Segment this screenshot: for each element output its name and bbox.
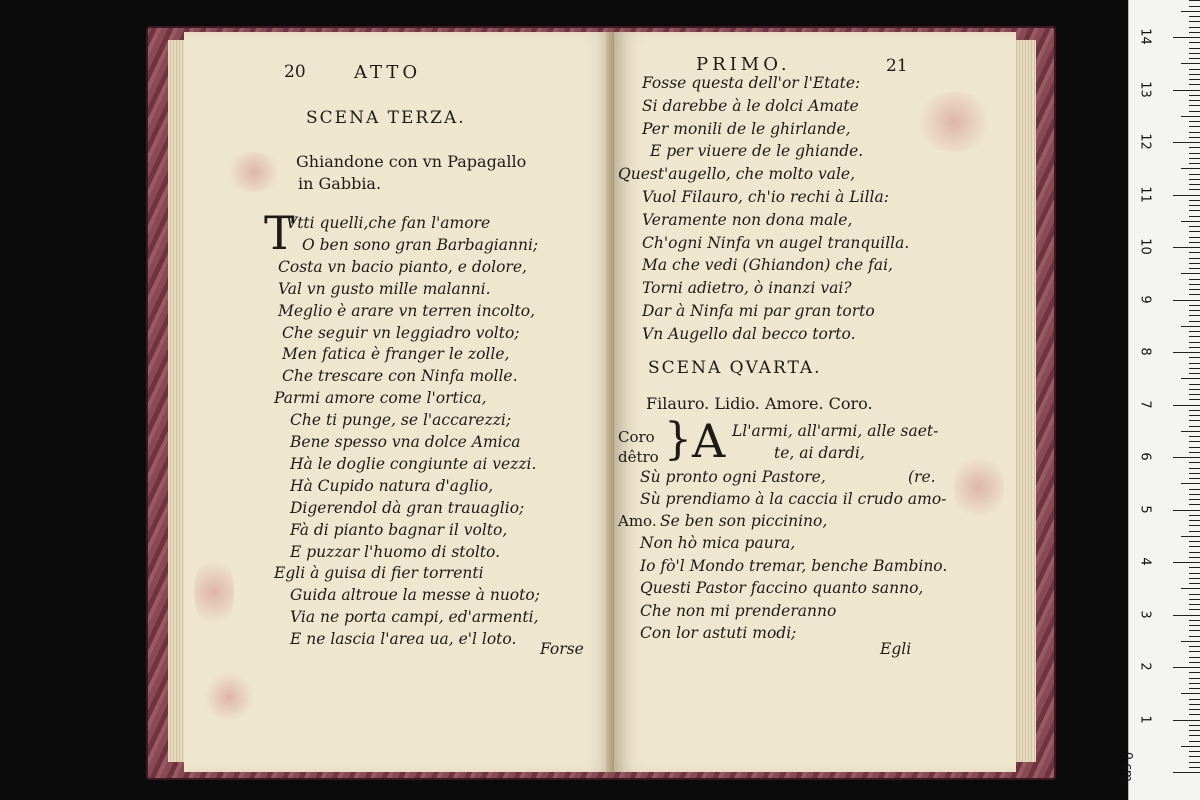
- verse-line: Meglio è arare vn terren incolto,: [278, 301, 536, 320]
- ruler-tick: [1189, 100, 1200, 101]
- scene-title: SCENA TERZA.: [306, 108, 466, 128]
- verse-line: Hà Cupido natura d'aglio,: [290, 476, 494, 495]
- scale-ruler: [1121, 0, 1200, 800]
- ruler-tick: [1181, 746, 1200, 747]
- ruler-tick: [1173, 510, 1200, 511]
- ruler-tick: [1189, 32, 1200, 33]
- verse-line: Con lor astuti modi;: [640, 624, 797, 642]
- ruler-tick: [1189, 651, 1200, 652]
- ruler-tick: [1189, 310, 1200, 311]
- ruler-number: 12: [1137, 133, 1153, 150]
- catchword: Egli: [880, 640, 912, 658]
- ruler-tick: [1189, 237, 1200, 238]
- ruler-tick: [1189, 399, 1200, 400]
- ruler-tick: [1189, 525, 1200, 526]
- verse-line: Sù pronto ogni Pastore,: [640, 468, 826, 486]
- verse-line: Val vn gusto mille malanni.: [278, 279, 491, 298]
- ruler-tick: [1189, 284, 1200, 285]
- verse-line: Si darebbe à le dolci Amate: [642, 96, 859, 115]
- verse-line: Vtti quelli,che fan l'amore: [286, 214, 491, 232]
- ruler-tick: [1189, 384, 1200, 385]
- ruler-tick: [1189, 53, 1200, 54]
- ruler-tick: [1189, 42, 1200, 43]
- verse-line: Digerendol dà gran trauaglio;: [290, 498, 525, 517]
- ruler-tick: [1189, 714, 1200, 715]
- ruler-tick: [1189, 331, 1200, 332]
- ruler-tick: [1189, 158, 1200, 159]
- ruler-tick: [1189, 594, 1200, 595]
- ruler-tick: [1189, 242, 1200, 243]
- ruler-tick: [1189, 462, 1200, 463]
- ruler-tick: [1189, 541, 1200, 542]
- ruler-tick: [1189, 179, 1200, 180]
- ruler-tick: [1189, 756, 1200, 757]
- ruler-tick: [1189, 111, 1200, 112]
- ruler-tick: [1189, 735, 1200, 736]
- ruler-tick: [1189, 441, 1200, 442]
- verse-line: Questi Pastor faccino quanto sanno,: [640, 579, 924, 598]
- ruler-tick: [1173, 562, 1200, 563]
- ruler-tick: [1189, 688, 1200, 689]
- ruler-tick: [1189, 557, 1200, 558]
- ruler-tick: [1189, 520, 1200, 521]
- ruler-tick: [1189, 363, 1200, 364]
- turnover: (re.: [908, 468, 936, 486]
- ruler-tick: [1189, 69, 1200, 70]
- ruler-tick: [1189, 420, 1200, 421]
- ruler-tick: [1181, 431, 1200, 432]
- ruler-tick: [1173, 405, 1200, 406]
- ruler-tick: [1189, 609, 1200, 610]
- ruler-tick: [1181, 588, 1200, 589]
- ruler-tick: [1181, 273, 1200, 274]
- ruler-tick: [1189, 489, 1200, 490]
- ruler-tick: [1189, 336, 1200, 337]
- ruler-tick: [1189, 74, 1200, 75]
- ruler-tick: [1189, 315, 1200, 316]
- ruler-tick: [1189, 657, 1200, 658]
- ruler-tick: [1173, 37, 1200, 38]
- ruler-tick: [1173, 615, 1200, 616]
- ruler-tick: [1181, 63, 1200, 64]
- ruler-tick: [1189, 21, 1200, 22]
- ruler-number: 14: [1137, 28, 1153, 45]
- verse-line: O ben sono gran Barbagianni;: [302, 235, 539, 254]
- ruler-tick: [1173, 90, 1200, 91]
- verse-line: Che non mi prenderanno: [640, 601, 837, 620]
- ruler-tick: [1189, 531, 1200, 532]
- ruler-tick: [1189, 263, 1200, 264]
- ruler-number: 7: [1137, 399, 1153, 409]
- speaker-label: Amo.: [618, 512, 657, 530]
- right-page: [614, 32, 1016, 772]
- ruler-tick: [1173, 195, 1200, 196]
- ruler-tick: [1181, 378, 1200, 379]
- ruler-tick: [1181, 116, 1200, 117]
- running-head: PRIMO.: [696, 54, 791, 75]
- ruler-number: 1: [1137, 714, 1153, 724]
- verse-line: Fà di pianto bagnar il volto,: [290, 520, 508, 539]
- ruler-tick: [1189, 426, 1200, 427]
- ruler-tick: [1189, 347, 1200, 348]
- ruler-tick: [1173, 772, 1200, 773]
- ruler-tick: [1189, 342, 1200, 343]
- ruler-tick: [1189, 725, 1200, 726]
- ruler-tick: [1173, 142, 1200, 143]
- ruler-tick: [1189, 163, 1200, 164]
- ruler-tick: [1189, 730, 1200, 731]
- verse-line: Torni adietro, ò inanzi vai?: [642, 279, 852, 298]
- verse-line: Dar à Ninfa mi par gran torto: [642, 302, 875, 320]
- ruler-number: 8: [1137, 347, 1153, 356]
- page-number: 20: [284, 62, 306, 82]
- verse-line: Vuol Filauro, ch'io rechi à Lilla:: [642, 188, 889, 206]
- brace-glyph: }: [664, 414, 692, 465]
- verse-line: Che trescare con Ninfa molle.: [282, 367, 518, 386]
- ruler-tick: [1189, 84, 1200, 85]
- ruler-tick: [1173, 352, 1200, 353]
- verse-line: Men fatica è franger le zolle,: [282, 345, 510, 364]
- ruler-number: 3: [1137, 609, 1153, 619]
- ruler-tick: [1189, 583, 1200, 584]
- ruler-tick: [1189, 48, 1200, 49]
- ruler-tick: [1189, 216, 1200, 217]
- ruler-tick: [1181, 326, 1200, 327]
- ruler-tick: [1189, 27, 1200, 28]
- ruler-tick: [1189, 767, 1200, 768]
- ruler-number: 10: [1137, 238, 1153, 255]
- speaker-label: Coro: [618, 428, 655, 446]
- verse-line: Hà le doglie congiunte ai vezzi.: [290, 454, 537, 473]
- verse-line: Costa vn bacio pianto, e dolore,: [278, 257, 527, 276]
- catchword: Forse: [540, 640, 584, 658]
- ruler-tick: [1189, 205, 1200, 206]
- verse-line: Via ne porta campi, ed'armenti,: [290, 608, 539, 627]
- ruler-tick: [1189, 6, 1200, 7]
- ruler-tick: [1189, 373, 1200, 374]
- ruler-tick: [1189, 132, 1200, 133]
- ruler-tick: [1189, 210, 1200, 211]
- ruler-tick: [1189, 189, 1200, 190]
- ruler-tick: [1189, 289, 1200, 290]
- ruler-tick: [1173, 720, 1200, 721]
- ruler-number: 4: [1137, 557, 1153, 566]
- ruler-number: 6: [1137, 452, 1153, 461]
- verse-line: Fosse questa dell'or l'Etate:: [642, 74, 861, 92]
- ruler-tick: [1189, 604, 1200, 605]
- speaker-label: dêtro: [618, 448, 659, 466]
- ruler-tick: [1189, 0, 1200, 1]
- ruler-tick: [1189, 137, 1200, 138]
- ruler-tick: [1181, 483, 1200, 484]
- ruler-tick: [1181, 221, 1200, 222]
- ruler-tick: [1189, 573, 1200, 574]
- ruler-tick: [1189, 279, 1200, 280]
- ruler-tick: [1189, 174, 1200, 175]
- page-number: 21: [886, 56, 908, 76]
- verse-line: Sù prendiamo à la caccia il crudo amo-: [640, 490, 947, 508]
- ruler-number: 11: [1137, 185, 1153, 203]
- ruler-tick: [1189, 504, 1200, 505]
- verse-line: Io fò'l Mondo tremar, benche Bambino.: [640, 556, 948, 575]
- ruler-tick: [1173, 667, 1200, 668]
- ruler-tick: [1189, 452, 1200, 453]
- ruler-number: 2: [1137, 662, 1153, 671]
- ruler-tick: [1189, 473, 1200, 474]
- ruler-tick: [1189, 499, 1200, 500]
- ruler-tick: [1189, 683, 1200, 684]
- verse-line: Che ti punge, se l'accarezzi;: [290, 411, 512, 430]
- verse-line: Egli à guisa di fier torrenti: [274, 564, 484, 583]
- ruler-tick: [1173, 457, 1200, 458]
- verse-line: Ma che vedi (Ghiandon) che fai,: [642, 256, 893, 275]
- ruler-tick: [1189, 105, 1200, 106]
- ruler-tick: [1189, 552, 1200, 553]
- ruler-tick: [1189, 226, 1200, 227]
- ruler-tick: [1189, 704, 1200, 705]
- ruler-tick: [1189, 153, 1200, 154]
- verse-line: E per viuere de le ghiande.: [650, 142, 864, 161]
- ruler-tick: [1189, 436, 1200, 437]
- ruler-number: 13: [1137, 80, 1153, 98]
- ruler-tick: [1189, 599, 1200, 600]
- ruler-tick: [1181, 641, 1200, 642]
- drop-cap: T: [264, 206, 295, 260]
- ruler-tick: [1189, 478, 1200, 479]
- left-page: [184, 32, 614, 772]
- ruler-tick: [1189, 200, 1200, 201]
- scene-title: SCENA QVARTA.: [648, 358, 822, 378]
- ruler-tick: [1189, 741, 1200, 742]
- verse-line: Non hò mica paura,: [640, 534, 796, 553]
- verse-line: Guida altroue la messe à nuoto;: [290, 586, 540, 605]
- verse-line: Ch'ogni Ninfa vn augel tranquilla.: [642, 233, 910, 252]
- ruler-tick: [1189, 394, 1200, 395]
- verse-line: E puzzar l'huomo di stolto.: [290, 542, 501, 561]
- ruler-tick: [1189, 184, 1200, 185]
- ruler-tick: [1189, 305, 1200, 306]
- ruler-tick: [1189, 258, 1200, 259]
- ruler-tick: [1189, 646, 1200, 647]
- verse-line: Quest'augello, che molto vale,: [618, 165, 856, 184]
- ruler-tick: [1189, 699, 1200, 700]
- ruler-tick: [1181, 693, 1200, 694]
- ruler-tick: [1189, 58, 1200, 59]
- verse-line: Se ben son piccinino,: [660, 512, 828, 530]
- ruler-tick: [1189, 252, 1200, 253]
- verse-line: te, ai dardi,: [774, 444, 865, 462]
- ruler-tick: [1189, 709, 1200, 710]
- persons-line: Filauro. Lidio. Amore. Coro.: [646, 394, 873, 413]
- ruler-unit: 0 cm: [1121, 752, 1135, 782]
- ruler-tick: [1189, 630, 1200, 631]
- ruler-tick: [1189, 468, 1200, 469]
- ruler-tick: [1189, 678, 1200, 679]
- ruler-tick: [1189, 515, 1200, 516]
- ruler-tick: [1181, 536, 1200, 537]
- ruler-tick: [1189, 79, 1200, 80]
- ruler-tick: [1189, 762, 1200, 763]
- verse-line: Ll'armi, all'armi, alle saet-: [732, 422, 939, 440]
- ruler-tick: [1173, 300, 1200, 301]
- verse-line: Parmi amore come l'ortica,: [274, 389, 487, 408]
- ruler-tick: [1189, 121, 1200, 122]
- verse-line: Per monili de le ghirlande,: [642, 119, 851, 138]
- ruler-tick: [1189, 636, 1200, 637]
- ruler-tick: [1189, 357, 1200, 358]
- ruler-tick: [1181, 168, 1200, 169]
- persons-line-2: in Gabbia.: [298, 174, 382, 193]
- ruler-tick: [1189, 95, 1200, 96]
- ruler-tick: [1181, 11, 1200, 12]
- drop-cap: A: [692, 414, 726, 468]
- ruler-tick: [1189, 147, 1200, 148]
- ruler-tick: [1189, 368, 1200, 369]
- verse-line: Veramente non dona male,: [642, 210, 853, 229]
- verse-line: Che seguir vn leggiadro volto;: [282, 323, 520, 342]
- ruler-tick: [1189, 494, 1200, 495]
- ruler-tick: [1189, 672, 1200, 673]
- verse-line: Bene spesso vna dolce Amica: [290, 433, 521, 451]
- ruler-tick: [1189, 16, 1200, 17]
- ruler-tick: [1189, 751, 1200, 752]
- ruler-tick: [1173, 247, 1200, 248]
- ruler-tick: [1189, 567, 1200, 568]
- persons-line-1: Ghiandone con vn Papagallo: [296, 152, 527, 171]
- ruler-number: 5: [1137, 504, 1153, 514]
- ruler-tick: [1189, 447, 1200, 448]
- ruler-tick: [1189, 126, 1200, 127]
- ruler-tick: [1189, 620, 1200, 621]
- ruler-tick: [1189, 268, 1200, 269]
- ruler-tick: [1189, 410, 1200, 411]
- ruler-tick: [1189, 662, 1200, 663]
- ruler-tick: [1189, 625, 1200, 626]
- ruler-tick: [1189, 294, 1200, 295]
- ruler-tick: [1189, 578, 1200, 579]
- running-head: ATTO: [354, 62, 422, 83]
- ruler-tick: [1189, 546, 1200, 547]
- verse-line: E ne lascia l'area ua, e'l loto.: [290, 630, 517, 649]
- verse-line: Vn Augello dal becco torto.: [642, 324, 856, 343]
- ruler-tick: [1189, 321, 1200, 322]
- ruler-tick: [1189, 231, 1200, 232]
- ruler-tick: [1189, 389, 1200, 390]
- ruler-number: 9: [1137, 294, 1153, 304]
- ruler-tick: [1189, 415, 1200, 416]
